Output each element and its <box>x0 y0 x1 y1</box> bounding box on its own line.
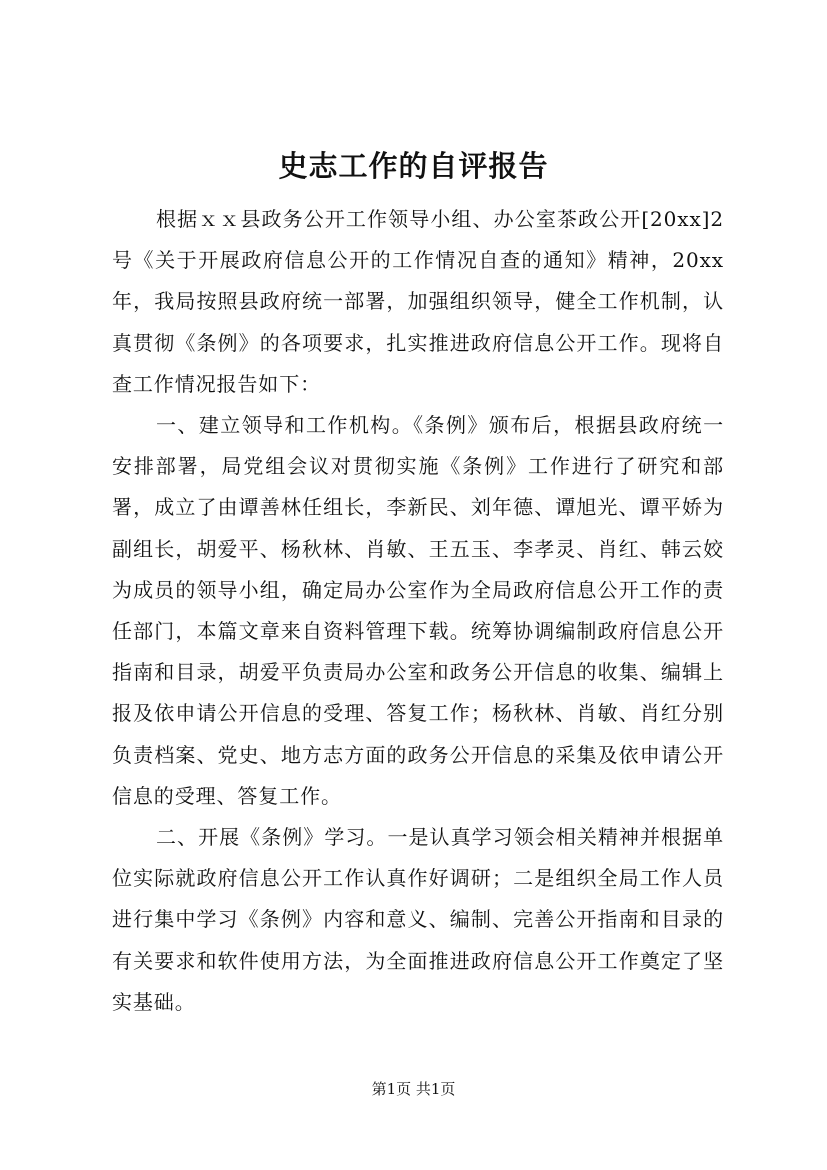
document-title: 史志工作的自评报告 <box>278 149 549 183</box>
page-footer: 第1页 共1页 <box>371 1080 456 1098</box>
paragraph-intro: 根据ｘｘ县政务公开工作领导小组、办公室茶政公开[20xx]2号《关于开展政府信息公开的工作情况自查的通知》精神，20xx年，我局按照县政府统一部署，加强组织领导，健全工作机制，认真贯彻《条例》的各项要求，扎实推进政府信息公开工作。现将自查工作情况报告如下： <box>112 207 724 396</box>
paragraph-study: 二、开展《条例》学习。一是认真学习领会相关精神并根据单位实际就政府信息公开工作认真作好调研；二是组织全局工作人员进行集中学习《条例》内容和意义、编制、完善公开指南和目录的有关要求和软件使用方法，为全面推进政府信息公开工作奠定了坚实基础。 <box>112 825 724 1014</box>
paragraph-leadership: 一、建立领导和工作机构。《条例》颁布后，根据县政府统一安排部署，局党组会议对贯彻实施《条例》工作进行了研究和部署，成立了由谭善林任组长，李新民、刘年德、谭旭光、谭平娇为副组长，胡爱平、杨秋林、肖敏、王五玉、李孝灵、肖红、韩云姣为成员的领导小组，确定局办公室作为全局政府信息公开工作的责任部门，本篇文章来自资料管理下载。统筹协调编制政府信息公开指南和目录，胡爱平负责局办公室和政务公开信息的收集、编辑上报及依申请公开信息的受理、答复工作；杨秋林、肖敏、肖红分别负责档案、党史、地方志方面的政务公开信息的采集及依申请公开信息的受理、答复工作。 <box>112 413 724 808</box>
document-body <box>112 199 724 1023</box>
